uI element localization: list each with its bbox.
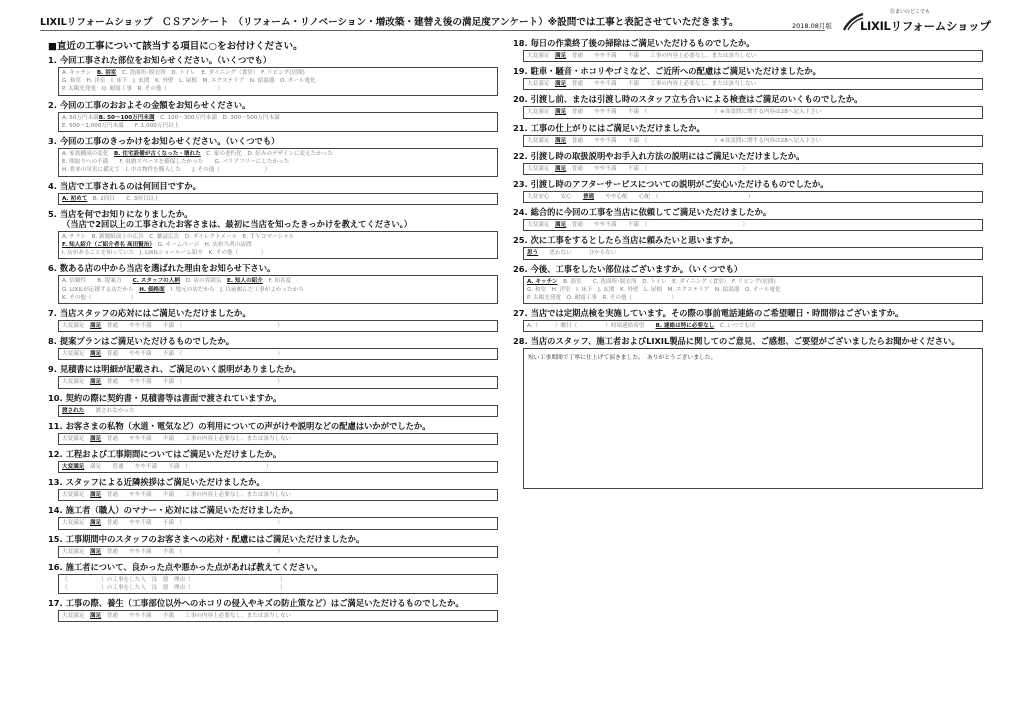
- answer-line: [527, 193, 979, 201]
- option-text[interactable]: E. 500～1,000万円未満 F. 1,000万円以上: [62, 122, 180, 129]
- answer-line: [527, 80, 979, 88]
- selected-option[interactable]: 満足: [554, 109, 567, 116]
- question-block: [513, 151, 983, 175]
- option-text[interactable]: 普通 やや不満 不満 工事の内容上必要なし、または該当しない: [101, 435, 292, 442]
- selected-option[interactable]: 満足: [89, 492, 102, 499]
- question-block: [48, 449, 498, 473]
- question-block: [48, 308, 498, 332]
- question-block: [48, 336, 498, 360]
- option-text[interactable]: G. LIXILが応援する店だから: [62, 286, 140, 293]
- option-text[interactable]: やや心配 心配 （ ）: [594, 194, 754, 201]
- question-block: [513, 123, 983, 147]
- selected-option[interactable]: 満足: [89, 379, 102, 386]
- answer-box: [58, 148, 498, 177]
- option-text[interactable]: A. チラシ B. 新聞紙面上の広告 C. 雑誌広告 D. ダイレクトメール E. ＴＶコマーシャル: [62, 233, 295, 240]
- answer-box: [523, 135, 983, 147]
- question-title: 2. 今回の工事のおおよその金額をお知らせください。: [48, 99, 251, 110]
- option-text[interactable]: K. その他（ ）: [62, 294, 137, 301]
- selected-option[interactable]: H. 価格面: [139, 286, 165, 293]
- question-block: [48, 55, 498, 96]
- question-block: [513, 38, 983, 62]
- selected-option[interactable]: B. 住宅設備が古くなった・壊れた: [114, 151, 201, 158]
- answer-box: [58, 517, 498, 529]
- option-text[interactable]: I. 地元の店だから J. 以前頼んだ工事がよかったから: [164, 286, 304, 293]
- question-block: [48, 421, 498, 445]
- question-title: 13. スタッフによる近隣挨拶はご満足いただけましたか。: [48, 477, 265, 488]
- answer-line: [62, 491, 494, 499]
- answer-line: [62, 158, 494, 166]
- selected-option[interactable]: 満足: [554, 53, 567, 59]
- answer-box: [58, 231, 498, 260]
- option-text[interactable]: 大変満足: [527, 81, 555, 88]
- option-text[interactable]: 大変満足: [62, 435, 90, 442]
- option-text[interactable]: 大変満足: [527, 165, 555, 172]
- option-text[interactable]: 普通 やや不満 不満 （ ）: [101, 548, 283, 555]
- selected-option[interactable]: 満足: [554, 81, 567, 88]
- selected-option[interactable]: B. 連絡は特に必要なし: [655, 323, 715, 330]
- question-block: [48, 136, 498, 177]
- answer-line: [527, 108, 979, 116]
- option-text[interactable]: 大変満足: [62, 323, 90, 330]
- edition-date: 2018.08月版: [792, 22, 832, 30]
- option-text[interactable]: 大変安心 安心: [527, 194, 583, 201]
- answer-line: [62, 150, 494, 158]
- option-text[interactable]: E. 間取りへの不満 F. 収納スペースを確保したかった G. バリアフリーにしたかった: [62, 159, 290, 166]
- question-title: 12. 工程および工事期間についてはご満足いただけましたか。: [48, 449, 282, 460]
- option-text[interactable]: C. 洗面所･脱衣所 D. トイレ E. ダイニング（食堂） F. リビング(居間): [116, 70, 305, 76]
- header-rule: [40, 30, 825, 31]
- option-text[interactable]: P. 太陽光発電 Q. 耐震工事 R. その他（ ）: [62, 86, 224, 93]
- question-block: [513, 94, 983, 118]
- question-title: 27. 当店では定期点検を実施しています。その際の事前電話連絡のご希望曜日・時間帯はございますか。: [513, 308, 904, 319]
- answer-line: [62, 241, 494, 249]
- question-title: 22. 引渡し時の取扱説明やお手入れ方法の説明にはご満足いただけましたか。: [513, 150, 805, 161]
- answer-line: [62, 463, 494, 471]
- option-text[interactable]: B. 浴室 C. 洗面所･脱衣所 D. トイレ E. ダイニング（食堂） F. リビング(居間): [557, 278, 776, 285]
- answer-box: [58, 193, 498, 205]
- selected-option[interactable]: F. 知人紹介（ご紹介者名 高田賢治）: [62, 242, 153, 249]
- question-title: 6. 数ある店の中から当店を選ばれた理由をお知らせ下さい。: [48, 263, 276, 274]
- question-title: 25. 次に工事をするとしたら当店に頼みたいと思いますか。: [513, 235, 739, 246]
- selected-option[interactable]: B. 50～100万円未満: [98, 114, 155, 121]
- option-text[interactable]: A. 50万円未満: [62, 114, 99, 121]
- option-text[interactable]: 普通 やや不満 不満 （ ）※各設問に関する内容は28へ記入下さい: [566, 137, 822, 144]
- answer-box: [58, 610, 498, 622]
- answer-line: [62, 435, 494, 443]
- option-text[interactable]: A. 信頼性 B. 提案力: [62, 278, 133, 285]
- answer-line: [62, 378, 494, 386]
- option-text[interactable]: 普通 やや不満 不満 （ ）: [101, 520, 283, 527]
- selected-option[interactable]: 普通: [582, 194, 595, 201]
- question-title: 26. 今後、工事をしたい部位はございますか。（いくつでも）: [513, 263, 743, 274]
- right-column: [513, 38, 983, 489]
- answer-line: [527, 137, 979, 145]
- question-block: [513, 336, 983, 489]
- question-block: [513, 66, 983, 90]
- answer-line: [62, 584, 494, 592]
- question-title: 23. 引渡し時のアフターサービスについての説明がご安心いただけるものでしたか。: [513, 179, 829, 190]
- option-text[interactable]: C. 100～300万円未満 D. 300～500万円未満: [154, 114, 280, 121]
- question-block: [48, 477, 498, 501]
- option-text[interactable]: 大変満足: [527, 109, 555, 116]
- option-text[interactable]: 大変満足: [62, 548, 90, 555]
- option-text[interactable]: 大変満足: [527, 222, 555, 229]
- answer-line: [527, 322, 979, 330]
- answer-box: [58, 348, 498, 360]
- question-title: 19. 駐車・騒音・ホコリやゴミなど、ご近所への配慮はご満足いただけましたか。: [513, 66, 821, 77]
- answer-box: [58, 546, 498, 558]
- selected-option[interactable]: B. 浴室: [96, 70, 117, 76]
- option-text[interactable]: 大変満足: [62, 613, 90, 620]
- selected-option[interactable]: E. 知人の紹介: [227, 278, 263, 285]
- option-text[interactable]: 大変満足: [62, 492, 90, 499]
- answer-box: [58, 67, 498, 96]
- question-title: 1. 今回工事された部位をお知らせください。（いくつでも）: [48, 55, 272, 65]
- selected-option[interactable]: 満足: [89, 548, 102, 555]
- question-title: 18. 毎日の作業終了後の掃除はご満足いただけるものでしたか。: [513, 38, 755, 48]
- option-text[interactable]: 普通 やや不満 不満 工事の内容上必要なし、または該当しない: [566, 81, 757, 88]
- option-text[interactable]: 普通 やや不満 不満 （ ）: [566, 165, 748, 172]
- selected-option[interactable]: 満足: [554, 137, 567, 144]
- question-title: 21. 工事の仕上がりにはご満足いただけましたか。: [513, 122, 705, 133]
- option-text[interactable]: 普通 やや不満 不満 （ ）: [101, 351, 283, 358]
- answer-line: [62, 233, 494, 241]
- question-block: [513, 308, 983, 332]
- question-block: [48, 562, 498, 594]
- question-subtitle: （当店で2回以上の工事されたお客さまは、最初に当店を知ったきっかけを教えてください。）: [62, 218, 413, 229]
- option-text[interactable]: B. 2回目 C. 3回目以上: [87, 195, 160, 202]
- selected-option[interactable]: 渡された: [62, 407, 85, 414]
- option-text[interactable]: （ ）の工事をした人 良 悪 理由（ ）: [62, 585, 286, 592]
- answer-box: [523, 191, 983, 203]
- selected-option[interactable]: 満足: [89, 351, 102, 358]
- option-text[interactable]: 大変満足: [62, 379, 90, 386]
- answer-line: [527, 165, 979, 173]
- answer-box: [523, 163, 983, 175]
- answer-box: [58, 461, 498, 473]
- right-question-list: [513, 38, 983, 489]
- question-title: 15. 工事期間中のスタッフのお客さまへの応対・配慮にはご満足いただけましたか。: [48, 533, 365, 544]
- answer-line: [62, 286, 494, 294]
- question-block: [48, 100, 498, 132]
- answer-line: [527, 249, 979, 257]
- answer-line: [527, 294, 979, 302]
- answer-line: [62, 114, 494, 122]
- answer-box: [58, 376, 498, 388]
- option-text[interactable]: C. 家の老朽化 D. 好みのデザインに変えたかった: [200, 151, 334, 158]
- option-text[interactable]: F. 知名度: [262, 278, 292, 285]
- question-title: 20. 引渡し前、または引渡し時のスタッフ立ち合いによる検査はご満足のいくものでしたか。: [513, 94, 863, 105]
- question-block: [48, 534, 498, 558]
- question-title: 14. 施工者（職人）のマナー・応対にはご満足いただけましたか。: [48, 505, 298, 516]
- option-text[interactable]: 普通 やや不満 不満 工事の内容上必要なし、または該当しない: [101, 492, 292, 499]
- answer-line: [62, 122, 494, 130]
- question-title: 24. 総合的に今回の工事を当店に依頼してご満足いただけましたか。: [513, 207, 772, 218]
- answer-box: [523, 78, 983, 90]
- left-question-list: [48, 55, 498, 622]
- answer-line: [62, 166, 494, 174]
- comment-box[interactable]: 短い工事期間で丁寧に仕上げて頂きました。 ありがとうございました。: [523, 348, 983, 489]
- answer-line: [62, 407, 494, 415]
- selected-option[interactable]: 満足: [89, 323, 102, 330]
- answer-line: [62, 85, 494, 93]
- logo-text: LIXILリフォームショップ: [860, 19, 991, 33]
- answer-box: [523, 247, 983, 259]
- option-text[interactable]: G. ホームページ H. 店担当者の訪問: [152, 242, 252, 249]
- question-title: 3. 今回の工事のきっかけをお知らせください。（いくつでも）: [48, 136, 280, 147]
- option-text[interactable]: 普通 やや不満 不満 工事の内容上必要なし、または該当しない: [101, 613, 292, 620]
- answer-box: [58, 320, 498, 332]
- answer-line: [527, 52, 979, 60]
- option-text[interactable]: 満足 普通 やや不満 不満 （ ）: [84, 464, 272, 471]
- selected-option[interactable]: 満足: [89, 520, 102, 527]
- option-text[interactable]: G. 和室 H. 洋室 I. 床下 J. 玄関 K. 外壁 L. 屋根 M. エクステリア N. 給湯器 O. オール電化: [527, 286, 781, 293]
- option-text[interactable]: 普通 やや不満 不満 （ ）: [101, 379, 283, 386]
- selected-option[interactable]: 満足: [89, 435, 102, 442]
- question-block: [48, 209, 498, 260]
- answer-line: [62, 277, 494, 285]
- selected-option[interactable]: 満足: [554, 165, 567, 172]
- option-text[interactable]: 普通 やや不満 不満 （ ）: [101, 323, 283, 330]
- answer-line: [527, 221, 979, 229]
- answer-box: [523, 320, 983, 332]
- logo-tagline: 住まいのどこでも: [890, 9, 931, 15]
- question-block: [48, 181, 498, 205]
- option-text[interactable]: A. キッチン: [62, 70, 97, 76]
- question-block: [513, 179, 983, 203]
- answer-box: [523, 50, 983, 62]
- answer-line: [62, 350, 494, 358]
- option-text[interactable]: 思わない 分からない: [538, 250, 617, 257]
- answer-line: [527, 278, 979, 286]
- question-title: 8. 提案プランはご満足いただけるものでしたか。: [48, 336, 235, 347]
- option-text[interactable]: 大変満足: [62, 520, 90, 527]
- option-text[interactable]: 渡されなかった: [84, 407, 135, 414]
- option-text[interactable]: 普通 やや不満 不満 （ ）: [566, 222, 748, 229]
- question-title: 17. 工事の際、養生（工事部位以外へのホコリの侵入やキズの防止策など）はご満足いただけるものでしたか。: [48, 598, 464, 609]
- answer-box: [523, 276, 983, 305]
- question-block: [48, 364, 498, 388]
- answer-line: [527, 286, 979, 294]
- option-text[interactable]: 普通 やや不満 不満 工事の内容上必要なし、または該当しない: [566, 53, 757, 59]
- survey-title: LIXILリフォームショップ ＣＳアンケート （リフォーム・リノベーション・増改築・建替え後の満足度アンケート）※設問では工事と表記させていただきます。: [40, 17, 739, 28]
- question-block: [48, 598, 498, 622]
- option-text[interactable]: G. 和室 H. 洋室 I. 床下 J. 玄関 K. 外壁 L. 屋根 M. エクステリア N. 給湯器 O. オール電化: [62, 78, 316, 85]
- question-title: 9. 見積書には明細が記載され、ご満足のいく説明がありましたか。: [48, 364, 301, 375]
- option-text[interactable]: H. 将来の災害に備えて I. 中古物件を購入した J. その他（ ）: [62, 167, 271, 174]
- answer-box: [58, 112, 498, 132]
- option-text[interactable]: 大変満足: [527, 53, 555, 59]
- selected-option[interactable]: A. 初めて: [62, 195, 88, 202]
- option-text[interactable]: 普通 やや不満 不満 （ ）※各設問に関する内容は28へ記入下さい: [566, 109, 822, 116]
- answer-line: [62, 322, 494, 330]
- answer-line: [62, 69, 494, 77]
- answer-line: [62, 249, 494, 257]
- option-text[interactable]: C. いつでも可: [714, 323, 756, 330]
- question-block: [48, 263, 498, 304]
- section-title: ■直近の工事について該当する項目に○をお付けください。: [48, 41, 303, 52]
- option-text[interactable]: P. 太陽光発電 Q. 耐震工事 R. その他（ ）: [527, 295, 677, 302]
- answer-box: [523, 106, 983, 118]
- answer-box: [58, 405, 498, 417]
- question-title: 11. お客さまの私物（水道・電気など）の利用についての声がけや説明などの配慮はいかがでしたか。: [48, 420, 431, 431]
- option-text[interactable]: I. 店があることを知っていた J. LIXILショールーム紹介 K. その他（ ）: [62, 250, 267, 257]
- question-title: 16. 施工者について、良かった点や悪かった点があれば教えてください。: [48, 561, 323, 572]
- option-text[interactable]: A. 家族構成の変化: [62, 151, 115, 158]
- answer-box: [523, 219, 983, 231]
- question-title: 28. 当店のスタッフ、施工者およびLIXIL製品に関してのご意見、ご感想、ご要望がございましたらお聞かせください。: [513, 336, 960, 347]
- selected-option[interactable]: 満足: [554, 222, 567, 229]
- question-block: [513, 235, 983, 259]
- option-text[interactable]: A.（ ）曜日（ ）時頃連絡希望: [527, 323, 656, 330]
- answer-line: [62, 548, 494, 556]
- option-text[interactable]: 大変満足: [527, 137, 555, 144]
- question-title: 7. 当店スタッフの応対にはご満足いただけましたか。: [48, 308, 251, 319]
- answer-line: [62, 576, 494, 584]
- selected-option[interactable]: 満足: [89, 613, 102, 620]
- question-block: [48, 393, 498, 417]
- question-title: 5. 当店を何でお知りになりましたか。: [48, 208, 193, 219]
- question-title: 10. 契約の際に契約書・見積書等は書面で渡されていますか。: [48, 392, 282, 403]
- lixil-logo: [842, 8, 992, 36]
- selected-option[interactable]: C. スタッフの人柄: [132, 278, 180, 285]
- question-block: [48, 505, 498, 529]
- selected-option[interactable]: 大変満足: [62, 464, 85, 471]
- question-title: 4. 当店で工事されるのは何回目ですか。: [48, 180, 201, 191]
- answer-box: [58, 489, 498, 501]
- selected-option[interactable]: 思う: [527, 250, 539, 257]
- answer-line: [62, 612, 494, 620]
- question-block: [513, 264, 983, 305]
- left-column: [48, 38, 498, 625]
- option-text[interactable]: （ ）の工事をした人 良 悪 理由（ ）: [62, 576, 286, 583]
- answer-box: [58, 433, 498, 445]
- answer-box: [58, 275, 498, 304]
- selected-option[interactable]: A. キッチン: [527, 278, 558, 285]
- answer-line: [62, 294, 494, 302]
- answer-line: [62, 519, 494, 527]
- answer-line: [62, 77, 494, 85]
- answer-line: [62, 195, 494, 203]
- option-text[interactable]: 大変満足: [62, 351, 90, 358]
- option-text[interactable]: D. 店の雰囲気: [179, 278, 227, 285]
- answer-box: [58, 574, 498, 594]
- question-block: [513, 207, 983, 231]
